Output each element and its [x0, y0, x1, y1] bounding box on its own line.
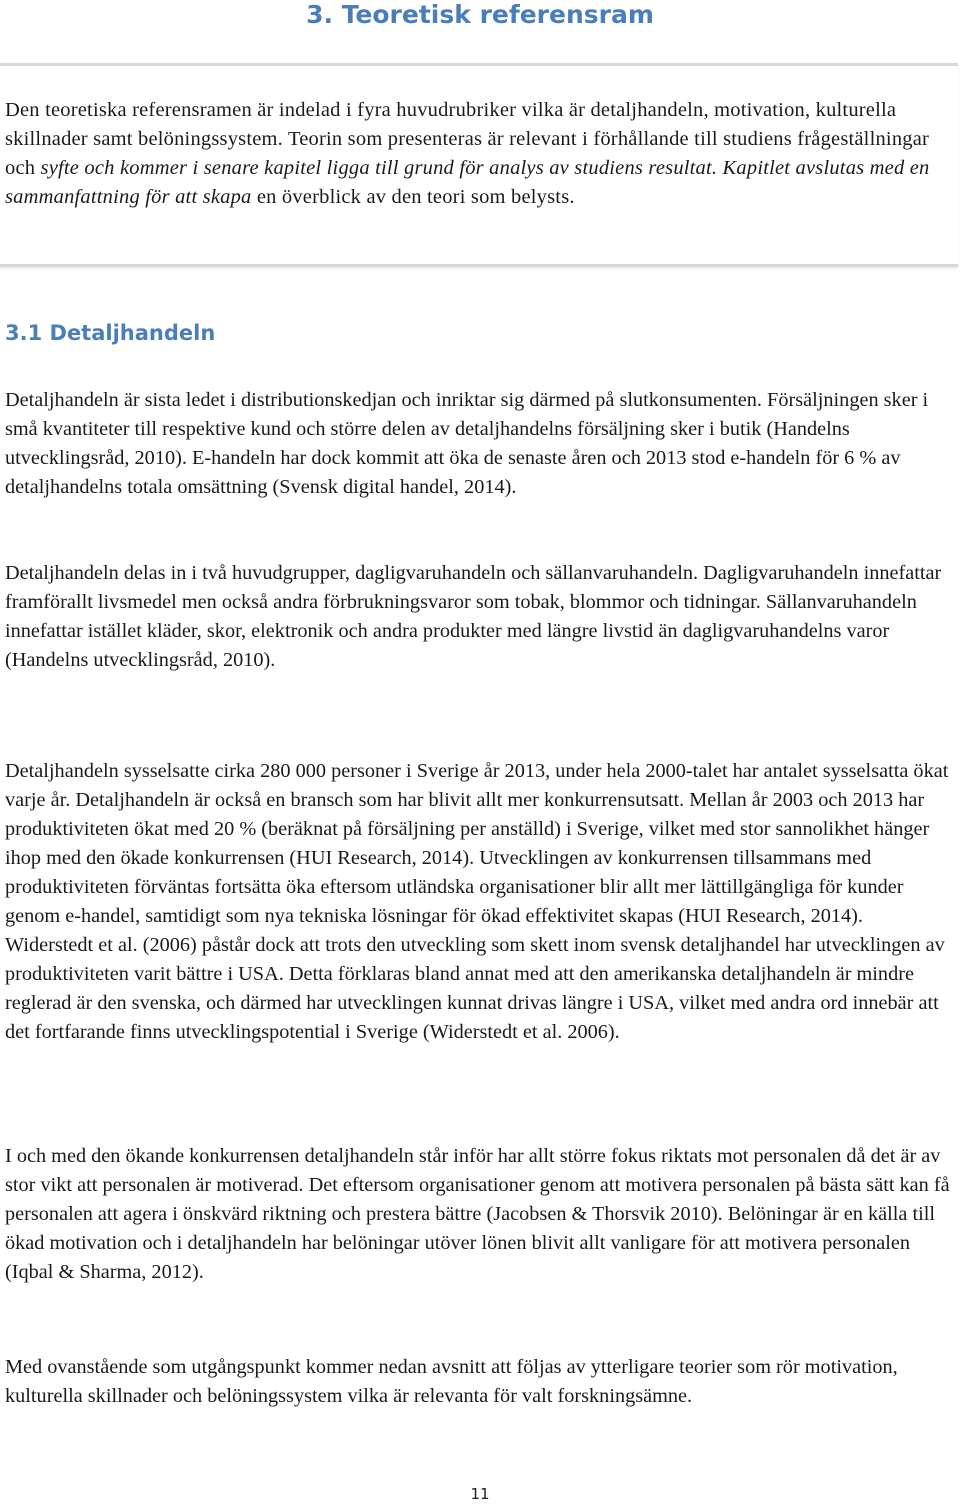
paragraph-section-outlook: Med ovanstående som utgångspunkt kommer nedan avsnitt att följas av ytterligare teorier som rör motivation, kulturella skillnader och belöningssystem vilka är relevanta för valt forskningsämne. — [5, 1356, 898, 1407]
paragraph-retail-definition: Detaljhandeln är sista ledet i distributionskedjan och inriktar sig därmed på slutkonsumenten. Försäljningen sker i små kvantiteter till respektive kund och större delen av detaljhandelns försäljning sker i butik (Handelns utvecklingsråd, 2010). E-handeln har dock kommit att öka de senaste åren och 2013 stod e-handeln för 6 % av detaljhandelns totala omsättning (Svensk digital handel, 2014). — [5, 389, 929, 498]
page-number: 11 — [470, 1485, 490, 1503]
intro-text-italic: syfte och kommer i senare kapitel ligga till grund för analys av studiens resultat. Kapitlet avslutas med en sammanfattning för att skapa — [5, 157, 930, 208]
paragraph-retail-motivation: I och med den ökande konkurrensen detaljhandeln står inför har allt större fokus riktats mot personalen då det är av stor vikt att personalen är motiverad. Det eftersom organisationer genom att motivera personalen på bästa sätt kan få personalen att agera i önskvärd riktning och prestera bättre (Jacobsen & Thorsvik 2010). Belöningar är en källa till ökad motivation och i detaljhandeln har belöningar utöver lönen blivit allt vanligare för att motivera personalen (Iqbal & Sharma, 2012). — [5, 1145, 950, 1283]
paragraph-retail-groups: Detaljhandeln delas in i två huvudgrupper, dagligvaruhandeln och sällanvaruhandeln. Dagligvaruhandeln innefattar framförallt livsmedel men också andra förbrukningsvaror som tobak, blommor och tidningar. Sällanvaruhandeln innefattar istället kläder, skor, elektronik och andra produkter med längre livstid än dagligvaruhandelns varor (Handelns utvecklingsråd, 2010). — [5, 562, 942, 671]
intro-text-plain: Den teoretiska referensramen är indelad i fyra huvudrubriker vilka är detaljhandeln, motivation, kulturella skillnader samt belöningssystem. Teorin som presenteras är relevant i förhållande till studiens frågeställningar och — [5, 99, 930, 179]
chapter-intro-box — [0, 63, 958, 267]
section-heading: 3.1 Detaljhandeln — [5, 321, 216, 345]
chapter-intro-text — [5, 96, 953, 212]
paragraph-retail-employment: Detaljhandeln sysselsatte cirka 280 000 personer i Sverige år 2013, under hela 2000-talet har antalet sysselsatta ökat varje år. Detaljhandeln är också en bransch som har blivit allt mer konkurrensutsatt. Mellan år 2003 och 2013 har produktiviteten ökat med 20 % (beräknat på försäljning per anställd) i Sverige, vilket med stor sannolikhet hänger ihop med den ökade konkurrensen (HUI Research, 2014). Utvecklingen av konkurrensen tillsammans med produktiviteten förväntas fortsätta öka eftersom utländska organisationer blir allt mer lättillgängliga för kunder genom e-handel, samtidigt som nya tekniska lösningar för ökad effektivitet skapas (HUI Research, 2014). Widerstedt et al. (2006) påstår dock att trots den utveckling som skett inom svensk detaljhandel har utvecklingen av produktiviteten varit bättre i USA. Detta förklaras bland annat med att den amerikanska detaljhandeln är mindre reglerad är den svenska, och därmed har utvecklingen kunnat drivas längre i USA, vilket med andra ord innebär att det fortfarande finns utvecklingspotential i Sverige (Widerstedt et al. 2006). — [5, 760, 949, 1043]
chapter-title: 3. Teoretisk referensram — [306, 0, 654, 29]
intro-text-end: en överblick av den teori som belysts. — [251, 186, 575, 208]
